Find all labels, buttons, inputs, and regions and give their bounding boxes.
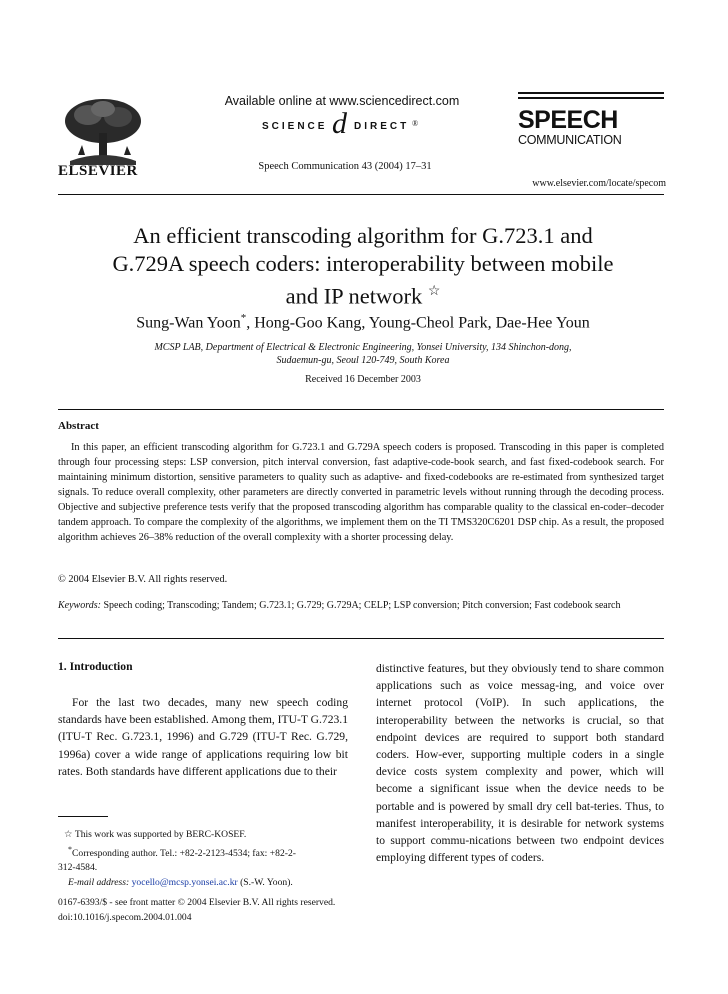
keywords-label: Keywords: bbox=[58, 600, 101, 611]
author-name: Sung-Wan Yoon bbox=[136, 314, 241, 332]
keywords-text: Speech coding; Transcoding; Tandem; G.723.1; G.729; G.729A; CELP; LSP conversion; Pitch conversion; Fast codebook search bbox=[103, 600, 621, 611]
footnote-corresponding: *Corresponding author. Tel.: +82-2-2123-4534; fax: +82-2- bbox=[68, 844, 296, 859]
author-name: Dae-Hee Youn bbox=[495, 314, 590, 332]
affiliation-line: Sudaemun-gu, Seoul 120-749, South Korea bbox=[276, 355, 450, 366]
logo-rule bbox=[518, 92, 664, 94]
intro-paragraph: distinctive features, but they obviously tend to share common applications such as voice messag-ing, and voice over internet protocol (VoIP). In such applications, the interoperability between the networks is crucial, so that endpoint devices are required to support both standard coders. How-ever, supporting multiple coders in a single device costs system complexity and power, which will become a significant issue when the device needs to be portable and is powered by small dry cell bat-teries. Thus, to manifest interoperability, it is desirable for network systems to support commu-nications between two endpoint devices employing different types of coders. bbox=[376, 662, 664, 865]
logo-rule bbox=[518, 97, 664, 99]
abstract-top-rule bbox=[58, 409, 664, 410]
affiliation bbox=[60, 341, 666, 367]
page-footer bbox=[58, 896, 335, 925]
author-name: Young-Cheol Park bbox=[368, 314, 488, 332]
intro-paragraph: For the last two decades, many new speech coding standards have been established. Among them, ITU-T G.723.1 (ITU-T Rec. G.723.1, 1996) and G.729 (ITU-T Rec. G.729, 1996a) cover a wide range of applications requiring low bit rates. Both standards have different applications due to their bbox=[58, 696, 348, 778]
keywords-bottom-rule bbox=[58, 638, 664, 639]
intro-right-column bbox=[376, 660, 664, 866]
footnotes bbox=[58, 828, 348, 890]
journal-citation: Speech Communication 43 (2004) 17–31 bbox=[258, 161, 432, 172]
journal-logo-title: SPEECH bbox=[518, 106, 618, 134]
footer-issn: 0167-6393/$ - see front matter © 2004 Elsevier B.V. All rights reserved. bbox=[58, 897, 336, 908]
sciencedirect-left: SCIENCE bbox=[262, 121, 328, 132]
author-corresponding-mark[interactable]: * bbox=[240, 312, 247, 324]
available-online: Available online at www.sciencedirect.com bbox=[224, 94, 460, 108]
journal-logo bbox=[518, 92, 664, 147]
section-heading: 1. Introduction bbox=[58, 660, 133, 673]
email-link[interactable]: yocello@mcsp.yonsei.ac.kr bbox=[131, 876, 238, 888]
journal-logo-subtitle: COMMUNICATION bbox=[518, 133, 622, 147]
keywords bbox=[58, 599, 664, 613]
footnote-corresponding-cont: 312-4584. bbox=[58, 862, 98, 874]
registered-mark: ® bbox=[412, 119, 419, 128]
author-name: Hong-Goo Kang bbox=[254, 314, 362, 332]
sciencedirect-at-icon: d bbox=[332, 107, 347, 140]
elsevier-tree-logo bbox=[60, 95, 146, 167]
footnote-rule bbox=[58, 816, 108, 817]
title-line: G.729A speech coders: interoperability between mobile bbox=[112, 251, 614, 276]
abstract-copyright: © 2004 Elsevier B.V. All rights reserved. bbox=[58, 574, 228, 585]
sciencedirect-right: DIRECT bbox=[354, 121, 410, 132]
intro-left-column bbox=[58, 694, 348, 780]
sciencedirect-logo bbox=[262, 107, 422, 143]
received-date: Received 16 December 2003 bbox=[305, 374, 421, 385]
footnote-email: E-mail address: yocello@mcsp.yonsei.ac.kr (S.-W. Yoon). bbox=[68, 876, 293, 888]
title-footnote-star-icon[interactable]: ☆ bbox=[427, 284, 441, 299]
publisher-name: ELSEVIER bbox=[58, 163, 138, 179]
abstract-heading: Abstract bbox=[58, 420, 99, 432]
footnote-funding: ☆ This work was supported by BERC-KOSEF. bbox=[64, 829, 247, 840]
journal-url[interactable]: www.elsevier.com/locate/specom bbox=[532, 178, 666, 189]
article-title bbox=[60, 222, 666, 311]
title-line: and IP network ☆ bbox=[285, 283, 441, 309]
abstract-body bbox=[58, 440, 664, 545]
footer-doi[interactable]: doi:10.1016/j.specom.2004.01.004 bbox=[58, 911, 192, 923]
header-rule bbox=[58, 194, 664, 195]
title-line: An efficient transcoding algorithm for G.723.1 and bbox=[133, 223, 593, 248]
abstract-text: In this paper, an efficient transcoding algorithm for G.723.1 and G.729A speech coders is proposed. Transcoding in this paper is completed through four processing steps: LSP conversion, pitch interval conversion, fast adaptive-code-book search, and fast fixed-codebook search. For maintaining minimum distortion, sensitive parameters to quality such as adaptive- and fixed-codebooks are re-estimated from synthesized target signals. To reduce overall complexity, other parameters are directly converted in parametric levels without running through the decoding process. Objective and subjective preference tests verify that the proposed transcoding algorithm has comparable quality to the classical en-coder–decoder tandem approach. To compare the complexity of the algorithms, we implement them on the TI TMS320C6201 DSP chip. As a result, the proposed algorithm achieves 26–38% reduction of the overall complexity with a shorter processing delay. bbox=[58, 442, 664, 543]
affiliation-line: MCSP LAB, Department of Electrical & Electronic Engineering, Yonsei University, 134 Shinchon-dong, bbox=[154, 342, 572, 353]
footnote-star-icon: ☆ bbox=[64, 829, 73, 840]
author-list: Sung-Wan Yoon*, Hong-Goo Kang, Young-Cheol Park, Dae-Hee Youn bbox=[136, 312, 590, 332]
